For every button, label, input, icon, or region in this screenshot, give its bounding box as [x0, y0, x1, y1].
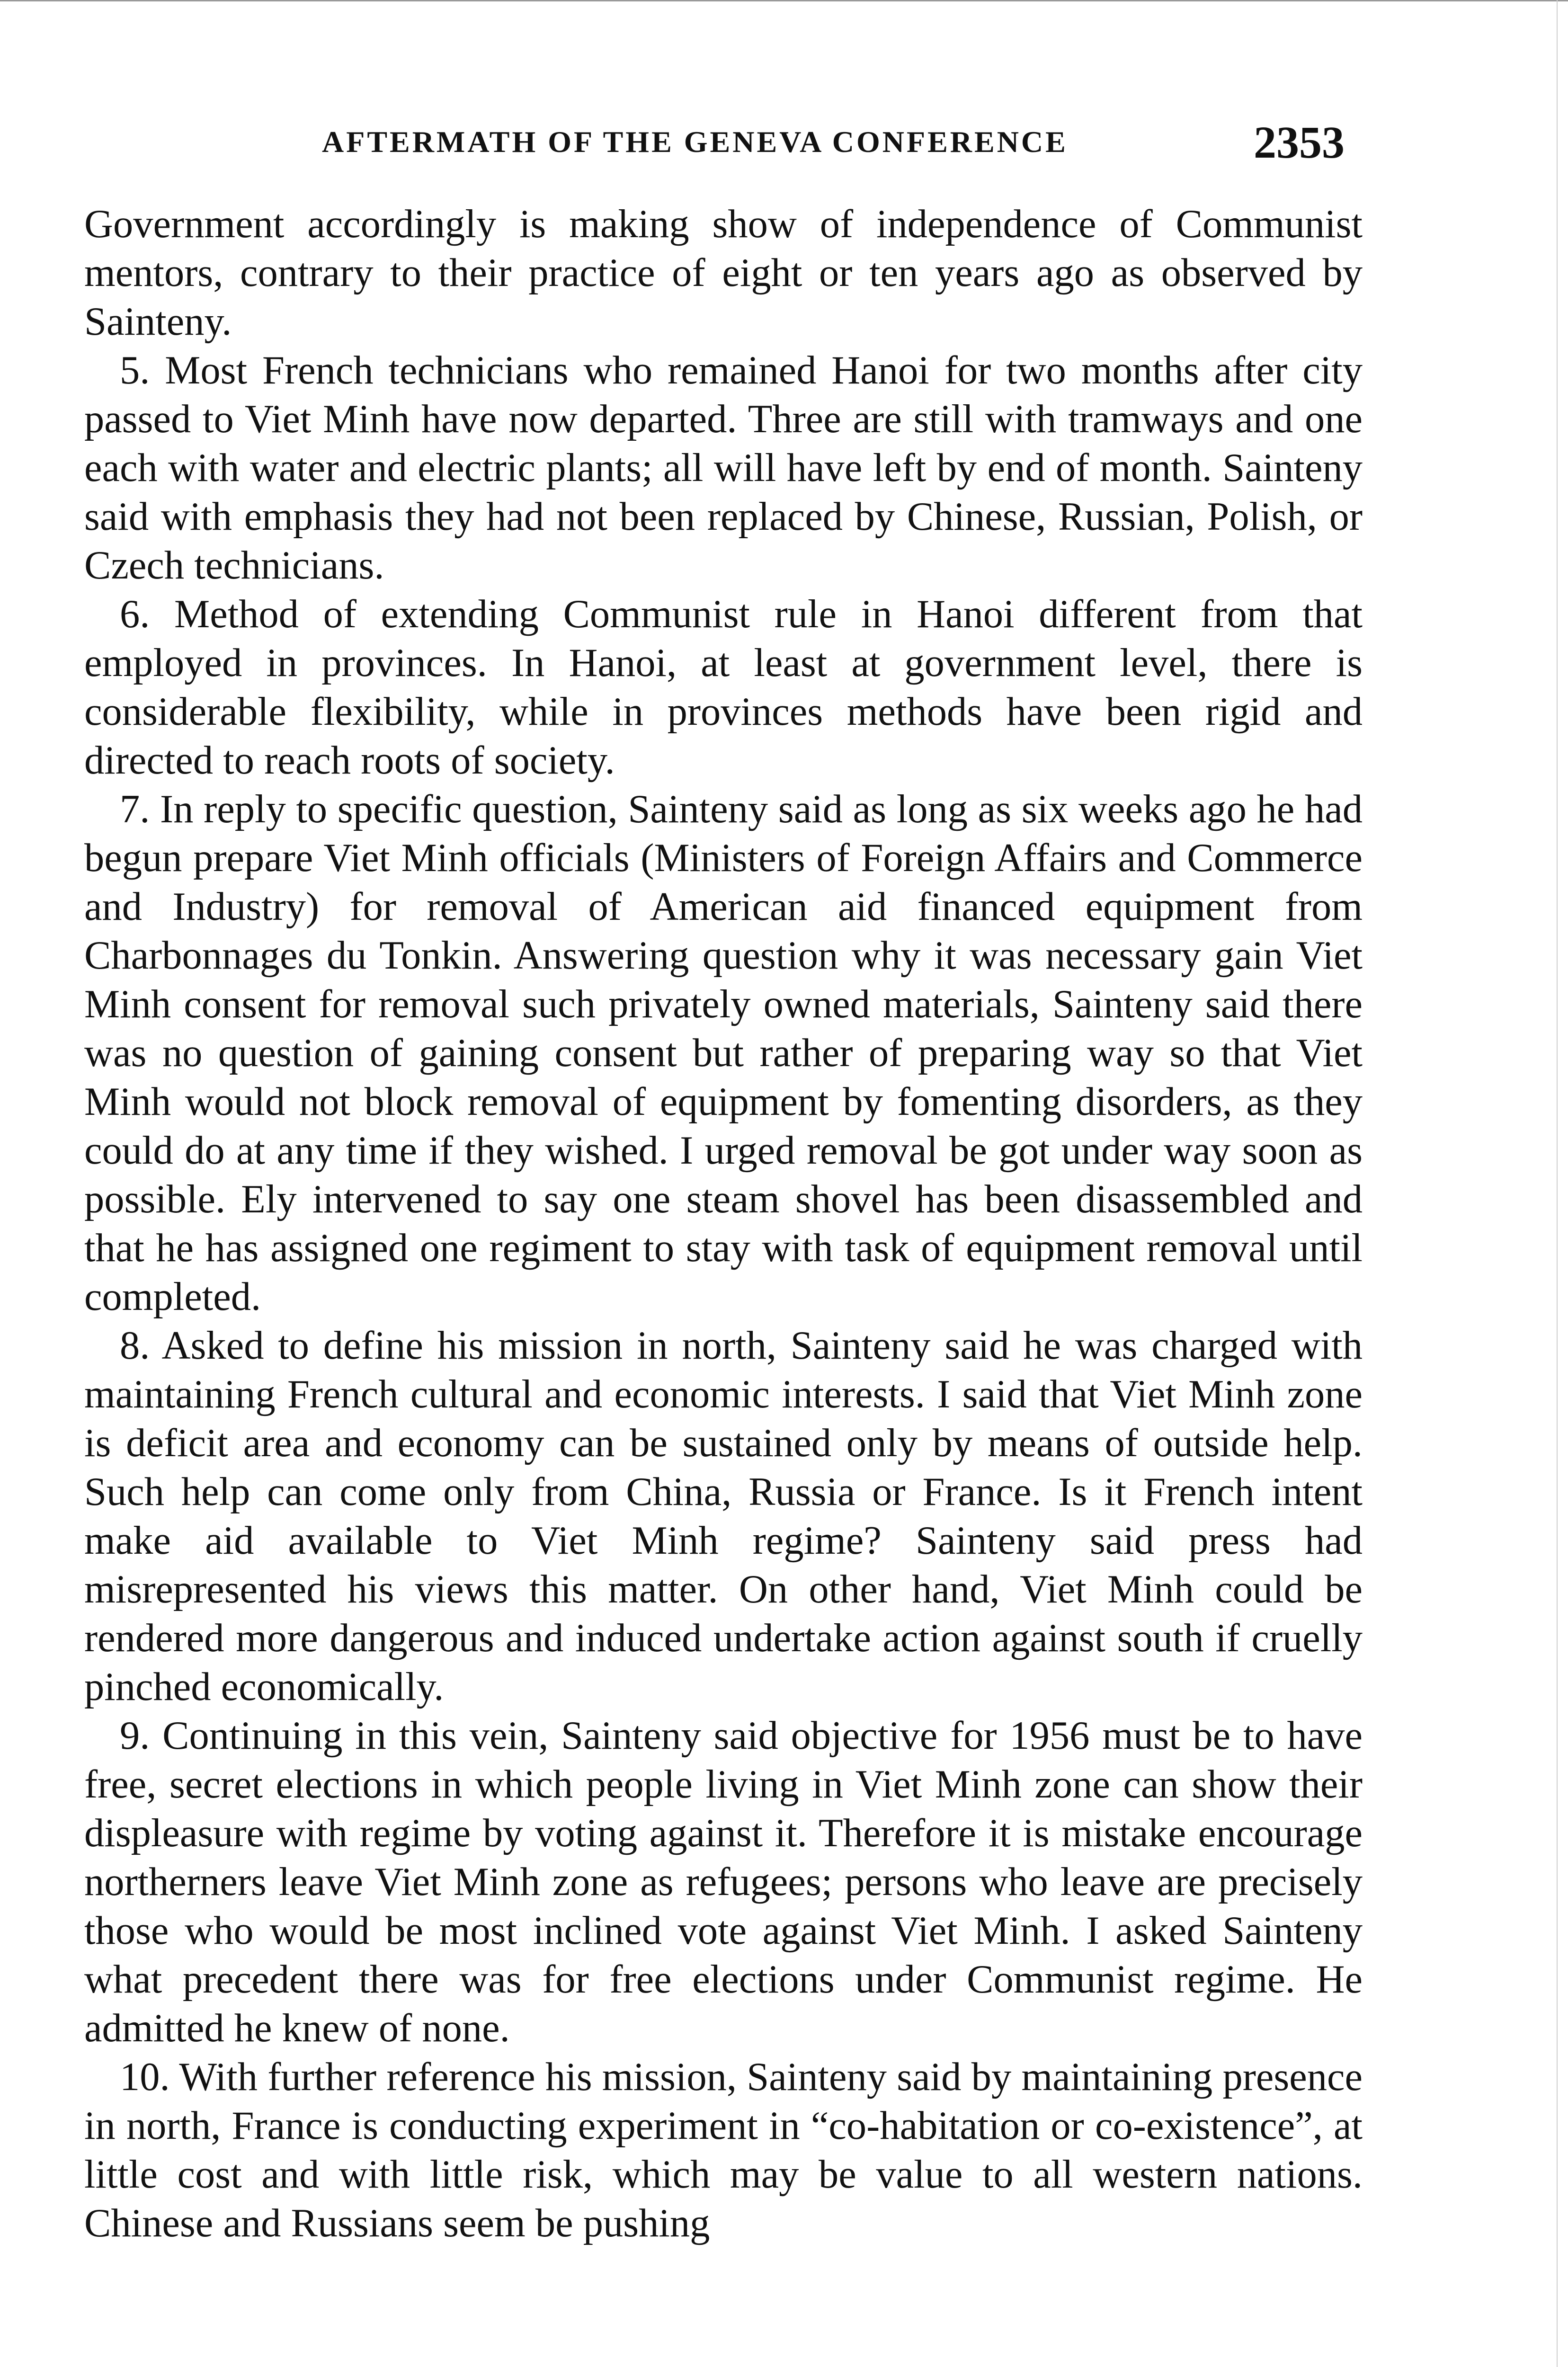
- paragraph-6: 6. Method of extending Communist rule in Hanoi different from that employed in provinces. In Hanoi, at least at government level, there is considerable flexibility, while in provinces methods have been rigid and directed to reach roots of society.: [84, 592, 1363, 783]
- paragraph-10: 10. With further reference his mission, Sainteny said by maintaining presence in north, France is conducting experiment in “co-habitation or co-existence”, at little cost and with little risk, which may be value to all western nations. Chinese and Russians seem be pushing: [84, 2055, 1363, 2245]
- scan-edge-top: [0, 0, 1568, 1]
- paragraph-8: 8. Asked to define his mission in north, Sainteny said he was charged with maintaining French cultural and economic interests. I said that Viet Minh zone is deficit area and economy can be sustained only by means of outside help. Such help can come only from China, Russia or France. Is it French intent make aid available to Viet Minh regime? Sainteny said press had misrepresented his views this matter. On other hand, Viet Minh could be rendered more dangerous and induced undertake action against south if cruelly pinched economically.: [84, 1324, 1363, 1709]
- running-head: [85, 116, 1345, 168]
- body-text: [84, 200, 1363, 2248]
- paragraph-9: 9. Continuing in this vein, Sainteny said objective for 1956 must be to have free, secret elections in which people living in Viet Minh zone can show their displeasure with regime by voting against it. Therefore it is mistake encourage northerners leave Viet Minh zone as refugees; persons who leave are precisely those who would be most inclined vote against Viet Minh. I asked Sainteny what precedent there was for free elections under Communist regime. He admitted he knew of none.: [84, 1714, 1363, 2050]
- paragraph-7: 7. In reply to specific question, Sainteny said as long as six weeks ago he had begun prepare Viet Minh officials (Ministers of Foreign Affairs and Commerce and Industry) for removal of American aid financed equipment from Charbonnages du Tonkin. Answering question why it was necessary gain Viet Minh consent for removal such privately owned materials, Sainteny said there was no question of gaining consent but rather of preparing way so that Viet Minh would not block removal of equipment by fomenting disorders, as they could do at any time if they wished. I urged removal be got under way soon as possible. Ely intervened to say one steam shovel has been disassembled and that he has assigned one regiment to stay with task of equipment removal until completed.: [84, 787, 1363, 1319]
- page-number: 2353: [1254, 117, 1345, 168]
- paragraph-5: 5. Most French technicians who remained Hanoi for two months after city passed to Viet Minh have now departed. Three are still with tramways and one each with water and electric plants; all will have left by end of month. Sainteny said with emphasis they had not been replaced by Chinese, Russian, Polish, or Czech technicians.: [84, 348, 1363, 587]
- scan-edge-right: [1557, 0, 1558, 2367]
- running-title: AFTERMATH OF THE GENEVA CONFERENCE: [322, 125, 1068, 159]
- paragraph-continuation: Government accordingly is making show of independence of Communist mentors, contrary to their practice of eight or ten years ago as observed by Sainteny.: [84, 202, 1363, 344]
